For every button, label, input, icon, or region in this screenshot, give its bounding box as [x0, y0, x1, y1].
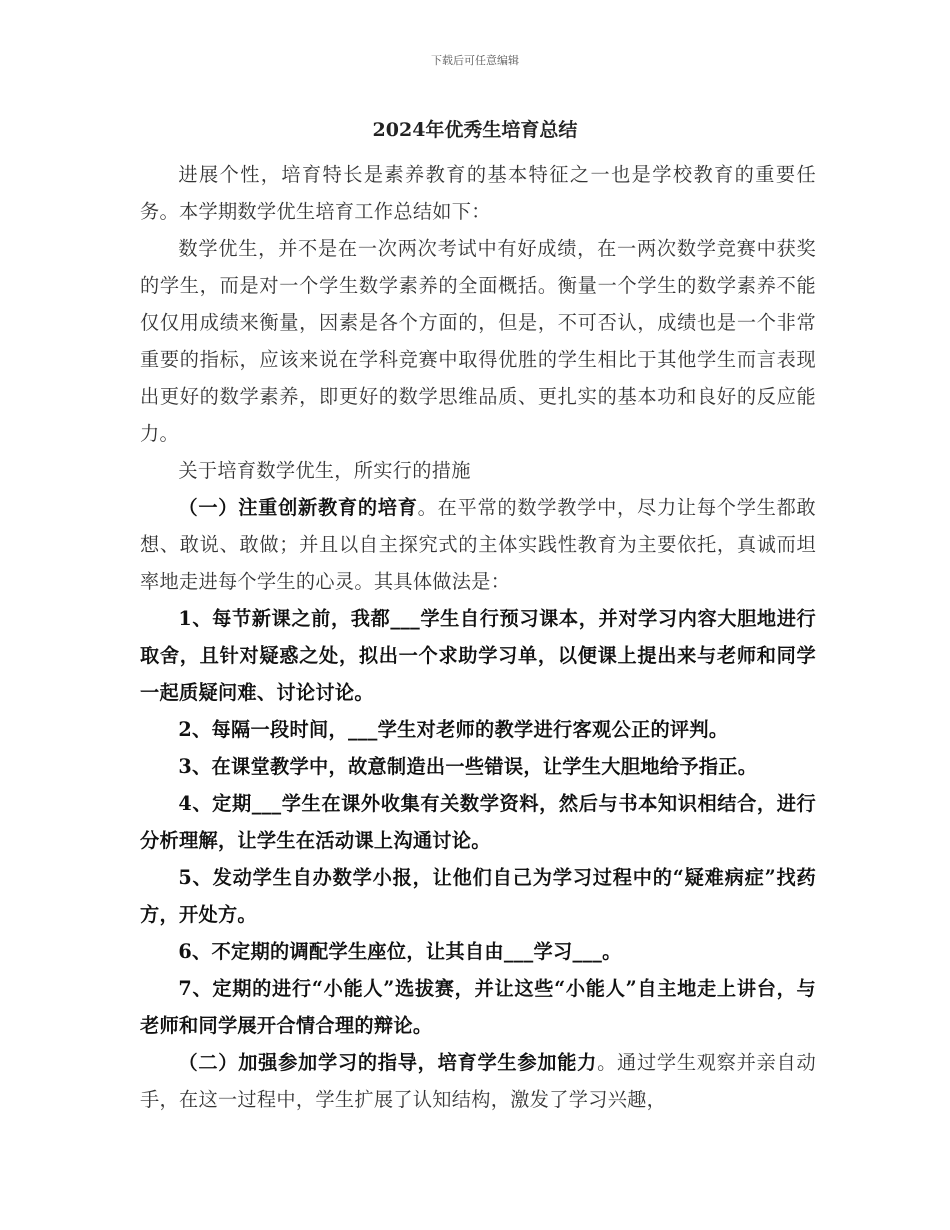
section-2-heading: （二）加强参加学习的指导，培育学生参加能力	[178, 1051, 598, 1074]
list-item: 1、每节新课之前，我都___学生自行预习课本，并对学习内容大胆地进行取舍，且针对疑惑之处，拟出一个求助学习单，以便课上提出来与老师和同学一起质疑问难、讨论讨论。	[140, 607, 816, 704]
section-1-heading: （一）注重创新教育的培育	[178, 496, 418, 519]
section-1	[140, 489, 816, 600]
paragraph-intro: 进展个性，培育特长是素养教育的基本特征之一也是学校教育的重要任务。本学期数学优生培育工作总结如下：	[140, 163, 816, 223]
document-title: 2024年优秀生培育总结	[372, 119, 578, 141]
list-item: 5、发动学生自办数学小报，让他们自己为学习过程中的“疑难病症”找药方，开处方。	[140, 866, 816, 926]
list-item: 4、定期___学生在课外收集有关数学资料，然后与书本知识相结合，进行分析理解，让学生在活动课上沟通讨论。	[140, 792, 816, 852]
paragraph-definition: 数学优生，并不是在一次两次考试中有好成绩，在一两次数学竞赛中获奖的学生，而是对一个学生数学素养的全面概括。衡量一个学生的数学素养不能仅仅用成绩来衡量，因素是各个方面的，但是，不可否认，成绩也是一个非常重要的指标，应该来说在学科竞赛中取得优胜的学生相比于其他学生而言表现出更好的数学素养，即更好的数学思维品质、更扎实的基本功和良好的反应能力。	[140, 237, 816, 445]
list-item: 6、不定期的调配学生座位，让其自由___学习___。	[178, 940, 622, 963]
section-1-text: 。在平常的数学教学中，尽力让每个学生都敢想、敢说、敢做；并且以自主探究式的主体实践性教育为主要依托，真诚而坦率地走进每个学生的心灵。其具体做法是：	[140, 496, 817, 593]
paragraph-measures-heading: 关于培育数学优生，所实行的措施	[178, 459, 471, 482]
section-2	[140, 1044, 816, 1118]
page-header: 下载后可任意编辑	[431, 54, 519, 67]
section-2-text: 。通过学生观察并亲自动手，在这一过程中，学生扩展了认知结构，激发了学习兴趣，	[140, 1051, 816, 1111]
document-body	[140, 156, 816, 1118]
list-item: 3、在课堂教学中，故意制造出一些错误，让学生大胆地给予指正。	[178, 755, 758, 778]
list-item: 2、每隔一段时间，___学生对老师的教学进行客观公正的评判。	[178, 718, 729, 741]
list-item: 7、定期的进行“小能人”选拔赛，并让这些“小能人”自主地走上讲台，与老师和同学展开合情合理的辩论。	[140, 977, 816, 1037]
